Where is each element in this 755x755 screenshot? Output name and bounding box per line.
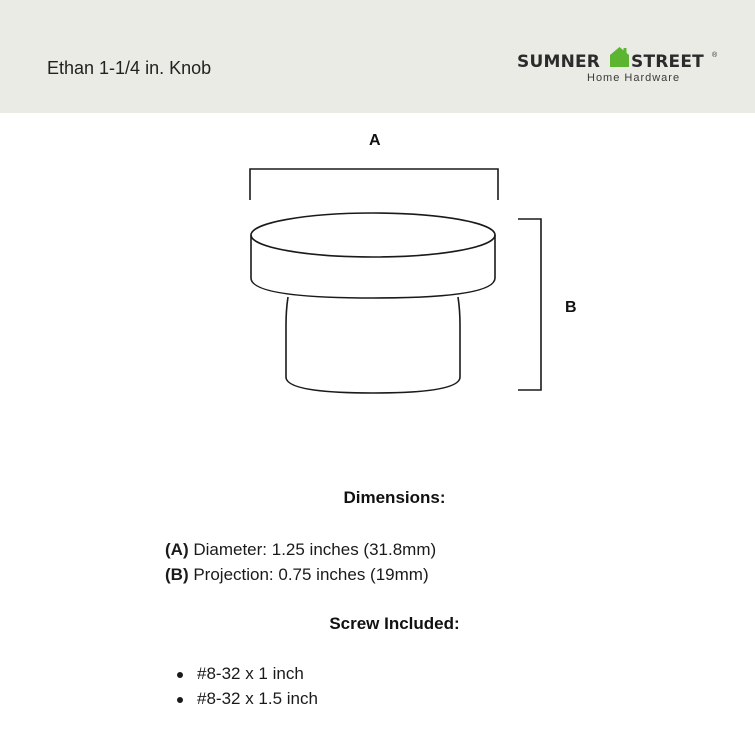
bracket-b bbox=[518, 219, 541, 390]
spec-b-tag: (B) bbox=[165, 565, 189, 584]
spec-b-text: Projection: 0.75 inches (19mm) bbox=[188, 565, 429, 584]
knob-diagram bbox=[0, 113, 755, 413]
dimension-label-a: A bbox=[369, 132, 381, 149]
header-band bbox=[0, 0, 755, 113]
logo-word-sumner: SUMNER bbox=[517, 52, 601, 72]
house-icon bbox=[610, 47, 629, 67]
spec-a-text: Diameter: 1.25 inches (31.8mm) bbox=[188, 540, 437, 559]
spec-diameter bbox=[165, 540, 436, 560]
screw-item-2: #8-32 x 1.5 inch bbox=[197, 689, 318, 708]
knob-stem bbox=[286, 297, 460, 393]
spec-projection bbox=[165, 565, 429, 585]
brand-logo bbox=[517, 44, 722, 89]
bracket-a bbox=[250, 169, 498, 200]
logo-tagline: Home Hardware bbox=[587, 72, 681, 84]
spec-a-tag: (A) bbox=[165, 540, 189, 559]
product-title: Ethan 1-1/4 in. Knob bbox=[47, 58, 212, 78]
dimension-label-b: B bbox=[565, 299, 577, 316]
list-item bbox=[177, 664, 304, 684]
logo-word-street: STREET bbox=[631, 52, 704, 72]
list-item bbox=[177, 689, 318, 709]
screw-item-1: #8-32 x 1 inch bbox=[197, 664, 304, 683]
knob-top bbox=[251, 213, 495, 257]
screw-heading: Screw Included: bbox=[329, 614, 460, 633]
dimensions-heading: Dimensions: bbox=[343, 488, 446, 507]
knob-cap bbox=[251, 235, 495, 298]
registered-mark: ® bbox=[712, 52, 718, 59]
